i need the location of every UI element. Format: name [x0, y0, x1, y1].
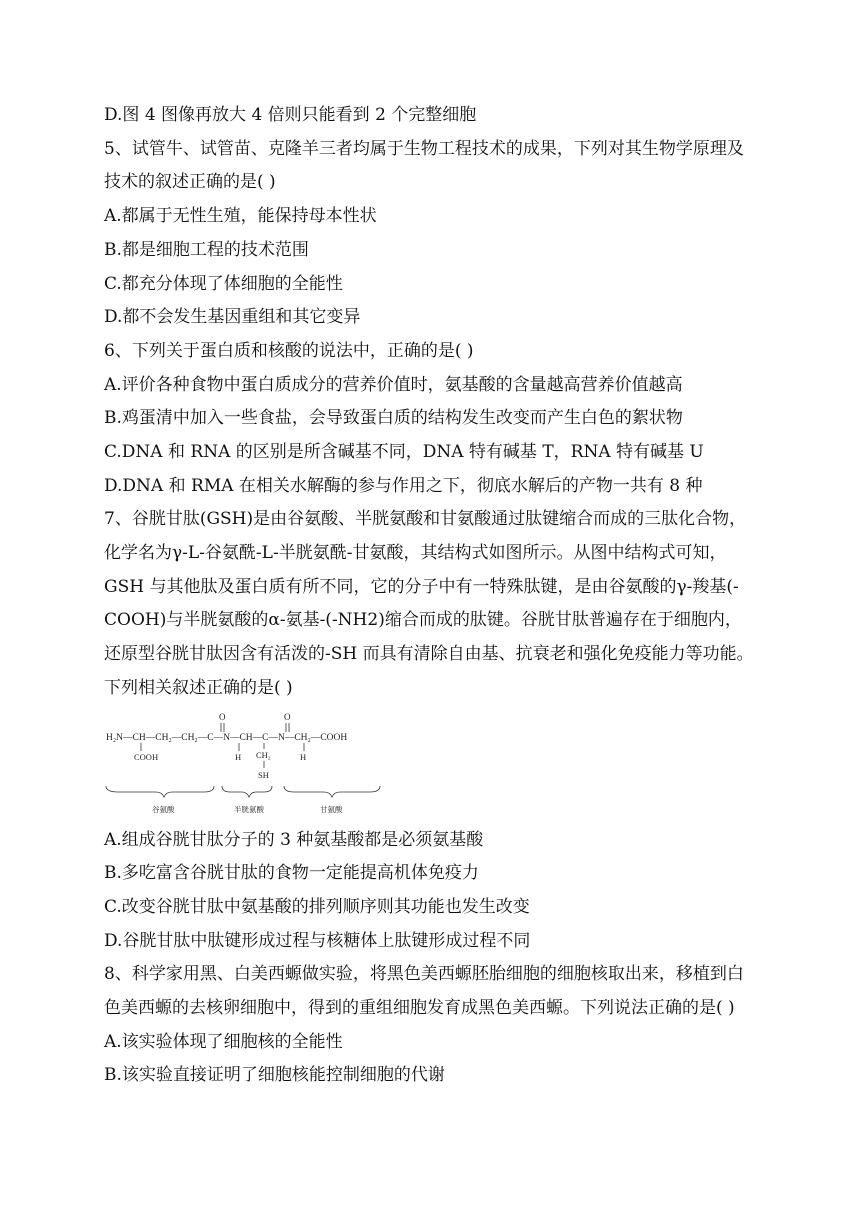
question-7-stem: COOH)与半胱氨酸的α-氨基-(-NH2)缩合而成的肽键。谷胱甘肽普遍存在于细胞内，	[104, 610, 742, 630]
option-a: A.该实验体现了细胞核的全能性	[104, 1032, 343, 1052]
option-d: D.DNA 和 RMA 在相关水解酶的参与作用之下，彻底水解后的产物一共有 8 种	[104, 476, 703, 496]
option-b: B.该实验直接证明了细胞核能控制细胞的代谢	[104, 1065, 445, 1085]
question-8-stem: 色美西螈的去核卵细胞中，得到的重组细胞发育成黑色美西螈。下列说法正确的是( )	[104, 998, 735, 1018]
question-7-stem: 7、谷胱甘肽(GSH)是由谷氨酸、半胱氨酸和甘氨酸通过肽键缩合而成的三肽化合物，	[104, 509, 747, 529]
question-6-stem: 6、下列关于蛋白质和核酸的说法中，正确的是( )	[104, 341, 474, 361]
thiol-group: SH	[258, 770, 269, 780]
brace-label-cysteine: 半胱氨酸	[234, 805, 264, 814]
brace-label-glycine: 甘氨酸	[320, 805, 343, 814]
question-7-stem: 下列相关叙述正确的是( )	[104, 678, 293, 698]
amide-hydrogen: H	[235, 752, 242, 762]
option-a: A.评价各种食物中蛋白质成分的营养价值时，氨基酸的含量越高营养价值越高	[104, 375, 683, 395]
option-a: A.组成谷胱甘肽分子的 3 种氨基酸都是必须氨基酸	[104, 830, 484, 850]
option-b: B.鸡蛋清中加入一些食盐，会导致蛋白质的结构发生改变而产生白色的絮状物	[104, 408, 683, 428]
amide-hydrogen: H	[300, 752, 307, 762]
carboxyl-group: COOH	[134, 752, 159, 762]
question-5-stem: 技术的叙述正确的是( )	[104, 172, 276, 192]
question-7-stem: 还原型谷胱甘肽因含有活泼的-SH 而具有清除自由基、抗衰老和强化免疫能力等功能。	[104, 644, 754, 664]
question-5-stem: 5、试管牛、试管苗、克隆羊三者均属于生物工程技术的成果，下列对其生物学原理及	[104, 139, 744, 159]
carbonyl-oxygen: O	[284, 712, 291, 722]
methylene-group: CH₂	[256, 750, 271, 760]
option-d: D.都不会发生基因重组和其它变异	[104, 307, 361, 327]
main-chain-formula: H₂N—CH—CH₂—CH₂—C—N—CH—C—N—CH₂—COOH	[106, 733, 348, 743]
option-b: B.多吃富含谷胱甘肽的食物一定能提高机体免疫力	[104, 863, 479, 883]
text-line: D.图 4 图像再放大 4 倍则只能看到 2 个完整细胞	[104, 105, 477, 125]
option-c: C.改变谷胱甘肽中氨基酸的排列顺序则其功能也发生改变	[104, 897, 530, 917]
glutathione-structure-figure	[104, 708, 394, 820]
option-d: D.谷胱甘肽中肽键形成过程与核糖体上肽键形成过程不同	[104, 931, 531, 951]
option-b: B.都是细胞工程的技术范围	[104, 240, 309, 260]
cysteine-brace	[222, 786, 272, 797]
carbonyl-oxygen: O	[219, 712, 226, 722]
question-7-stem: 化学名为γ-L-谷氨酰-L-半胱氨酰-甘氨酸，其结构式如图所示。从图中结构式可知，	[104, 543, 727, 563]
question-8-stem: 8、科学家用黑、白美西螈做实验，将黑色美西螈胚胎细胞的细胞核取出来，移植到白	[104, 964, 744, 984]
option-a: A.都属于无性生殖，能保持母本性状	[104, 206, 377, 226]
question-7-stem: GSH 与其他肽及蛋白质有所不同，它的分子中有一特殊肽键，是由谷氨酸的γ-羧基(-	[104, 577, 739, 597]
option-c: C.都充分体现了体细胞的全能性	[104, 274, 343, 294]
brace-label-glutamate: 谷氨酸	[152, 805, 175, 814]
glutamate-brace	[106, 786, 214, 797]
glycine-brace	[284, 786, 380, 797]
option-c: C.DNA 和 RNA 的区别是所含碱基不同，DNA 特有碱基 T，RNA 特有碱基 U	[104, 442, 704, 462]
